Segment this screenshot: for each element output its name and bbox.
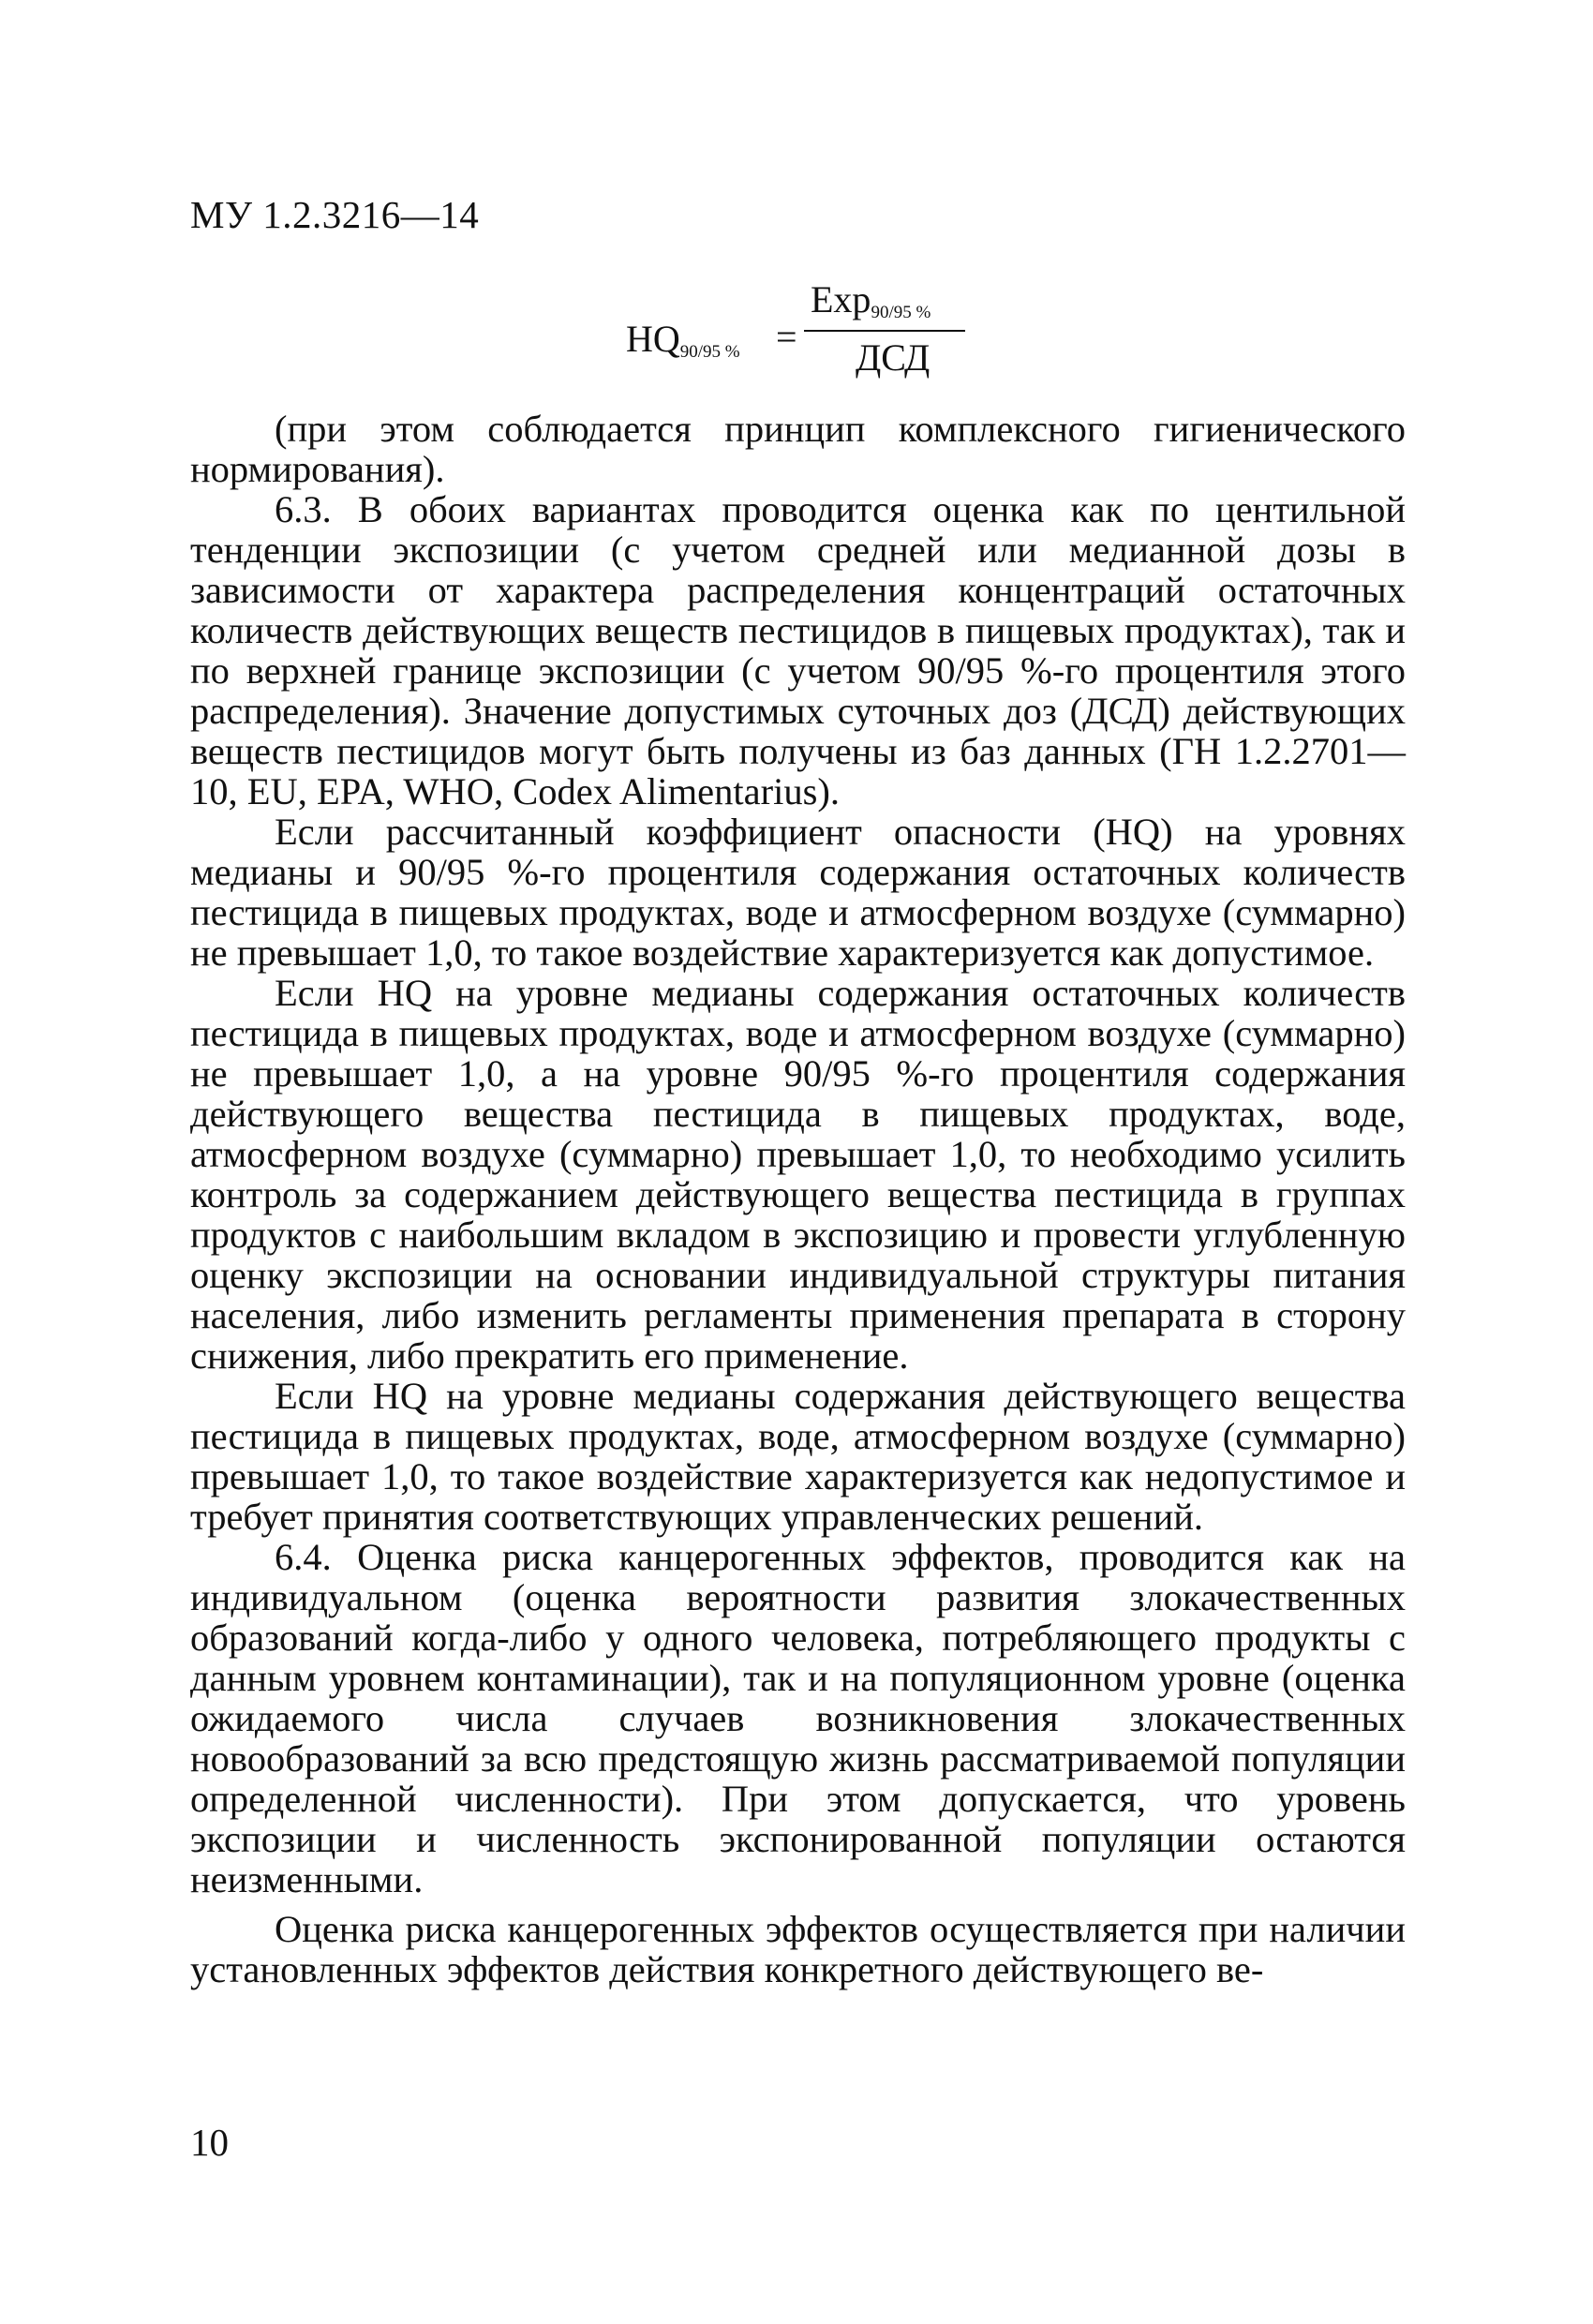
paragraph-6-3: 6.3. В обоих вариантах проводится оценка как по центильной тенденции экспозиции (с учетом средней или медианной дозы в зависимости от характера распределения концентраций остаточных количеств действующих веществ пестицидов в пищевых продуктах), так и по верхней границе экспозиции (с учетом 90/95 %-го процентиля этого распределения). Значение допустимых суточных доз (ДСД) действующих веществ пестицидов могут быть получены из баз данных (ГН 1.2.2701—10, EU, EPA, WHO, Codex Alimentarius). <box>190 488 1406 812</box>
paragraph-formula-note: (при этом соблюдается принцип комплексного гигиенического нормирования). <box>190 408 1406 490</box>
formula-numerator-subscript: 90/95 % <box>871 303 931 322</box>
hazard-quotient-formula <box>626 279 1001 392</box>
paragraph-6-4: 6.4. Оценка риска канцерогенных эффектов, проводится как на индивидуальном (оценка вероятности развития злокачественных образований когда-либо у одного человека, потребляющего продукты с данным уровнем контаминации), так и на популяционном уровне (оценка ожидаемого числа случаев возникновения злокачественных новообразований за всю предстоящую жизнь рассматриваемой популяции определенной численности). При этом допускается, что уровень экспозиции и численность экспонированной популяции остаются неизменными. <box>190 1536 1406 1900</box>
formula-denominator: ДСД <box>856 336 930 379</box>
formula-equals-sign: = <box>776 316 797 358</box>
formula-numerator <box>811 277 930 323</box>
formula-numerator-symbol: Exp <box>811 278 871 320</box>
paragraph-carcinogenic-risk: Оценка риска канцерогенных эффектов осуществляется при наличии установленных эффектов действия конкретного действующего ве- <box>190 1908 1406 1990</box>
paragraph-hq-enhanced-control: Если HQ на уровне медианы содержания остаточных количеств пестицида в пищевых продуктах, воде и атмосферном воздухе (суммарно) не превышает 1,0, а на уровне 90/95 %-го процентиля содержания действующего вещества пестицида в пищевых продуктах, воде, атмосферном воздухе (суммарно) превышает 1,0, то необходимо усилить контроль за содержанием действующего вещества пестицида в группах продуктов с наибольшим вкладом в экспозицию и провести углубленную оценку экспозиции на основании индивидуальной структуры питания населения, либо изменить регламенты применения препарата в сторону снижения, либо прекратить его применение. <box>190 972 1406 1377</box>
formula-lhs-symbol: HQ <box>626 318 680 360</box>
page-number: 10 <box>190 2121 229 2164</box>
body-text <box>190 409 1406 1989</box>
formula-lhs-subscript: 90/95 % <box>679 342 740 362</box>
paragraph-hq-unacceptable: Если HQ на уровне медианы содержания действующего вещества пестицида в пищевых продуктах, воде, атмосферном воздухе (суммарно) превышает 1,0, то такое воздействие характеризуется как недопустимое и требует принятия соответствующих управленческих решений. <box>190 1375 1406 1538</box>
paragraph-hq-acceptable: Если рассчитанный коэффициент опасности (HQ) на уровнях медианы и 90/95 %-го процентиля содержания остаточных количеств пестицида в пищевых продуктах, воде и атмосферном воздухе (суммарно) не превышает 1,0, то такое воздействие характеризуется как допустимое. <box>190 811 1406 974</box>
document-code: МУ 1.2.3216—14 <box>190 193 480 236</box>
formula-fraction-bar <box>804 330 965 332</box>
formula-lhs <box>626 317 740 363</box>
